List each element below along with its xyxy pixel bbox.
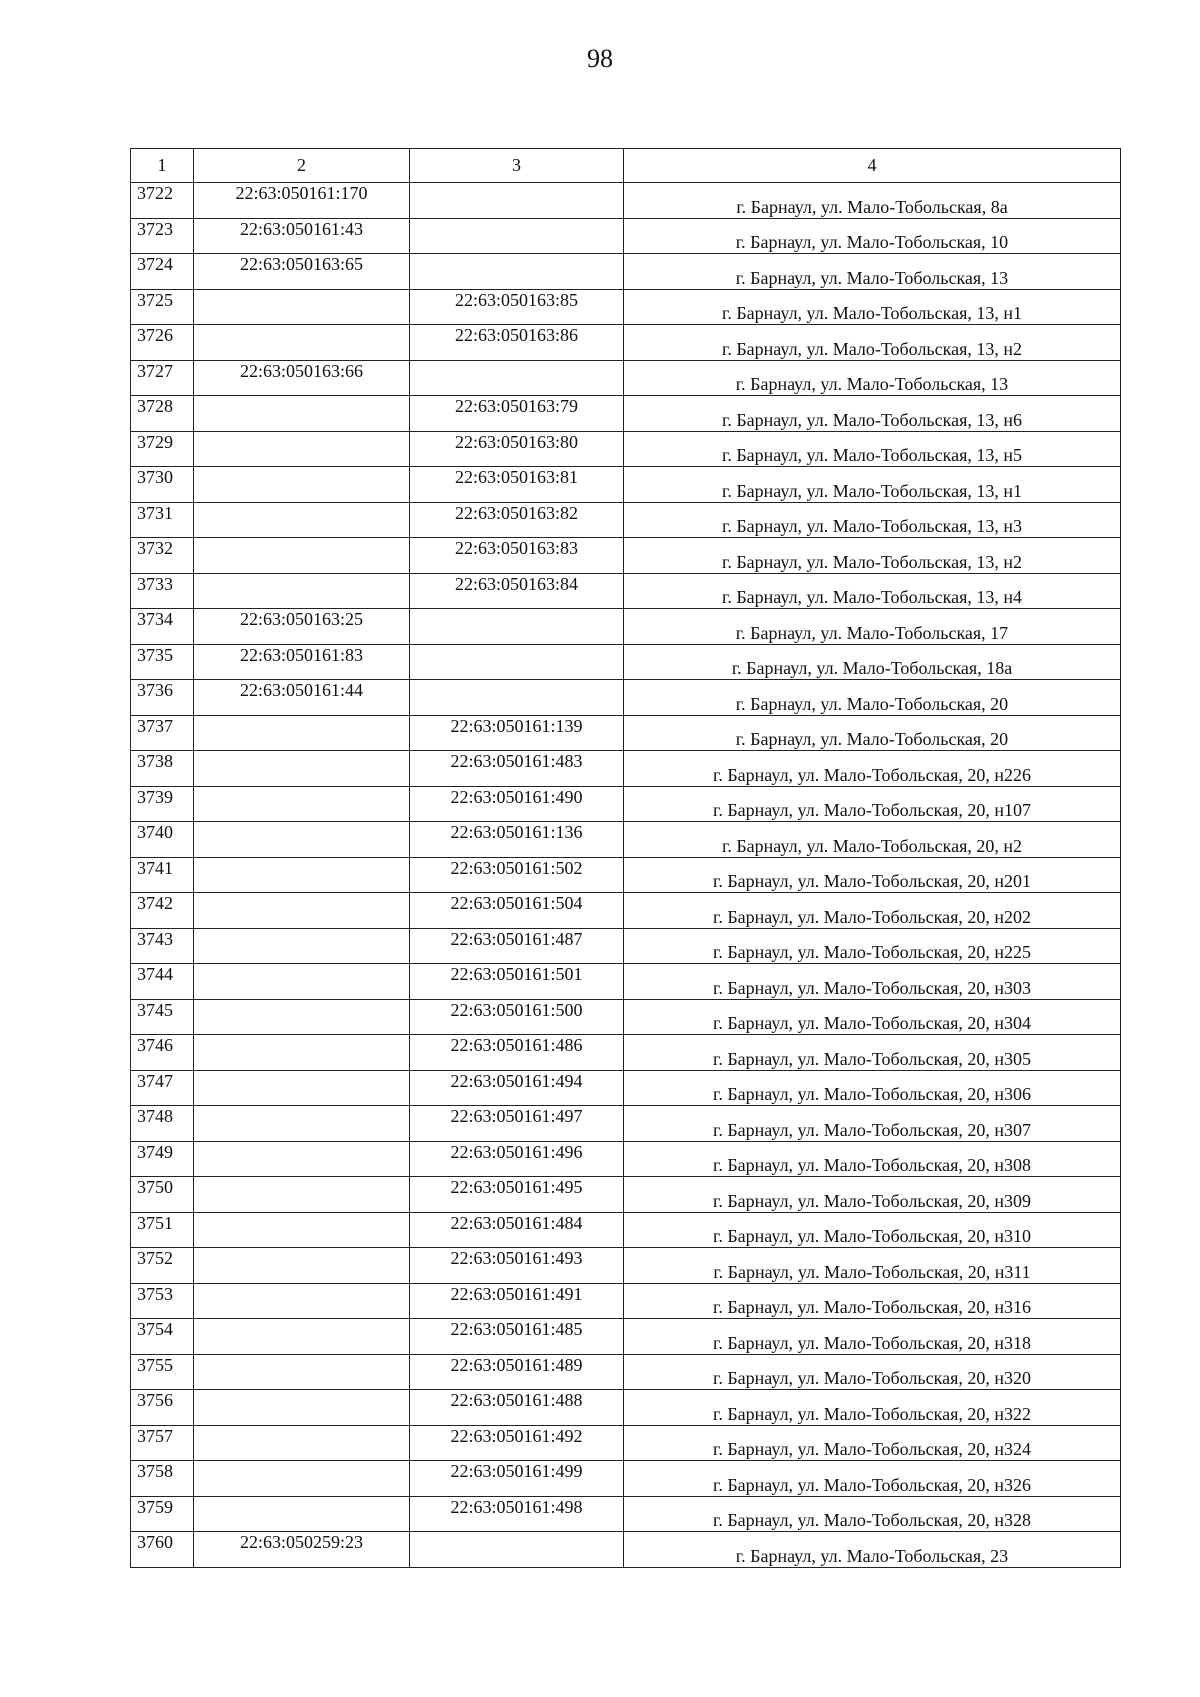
- cadastral-number-premises-cell: 22:63:050161:501: [410, 964, 624, 1000]
- table-row: [131, 1177, 1121, 1213]
- row-number-cell: 3743: [131, 928, 194, 964]
- header-row: [131, 149, 1121, 183]
- cadastral-number-premises-cell: 22:63:050161:498: [410, 1496, 624, 1532]
- cadastral-number-premises-cell: 22:63:050163:86: [410, 325, 624, 361]
- cadastral-number-premises-cell: 22:63:050161:488: [410, 1390, 624, 1426]
- table-row: [131, 893, 1121, 929]
- address-cell: г. Барнаул, ул. Мало-Тобольская, 20, н320: [624, 1354, 1121, 1390]
- row-number-cell: 3740: [131, 822, 194, 858]
- cadastral-number-premises-cell: 22:63:050163:80: [410, 431, 624, 467]
- cadastral-number-premises-cell: 22:63:050161:483: [410, 751, 624, 787]
- cadastral-number-premises-cell: 22:63:050161:491: [410, 1283, 624, 1319]
- address-cell: г. Барнаул, ул. Мало-Тобольская, 20: [624, 715, 1121, 751]
- address-cell: г. Барнаул, ул. Мало-Тобольская, 20, н326: [624, 1461, 1121, 1497]
- row-number-cell: 3735: [131, 644, 194, 680]
- cadastral-number-land-cell: [194, 1319, 410, 1355]
- cadastral-number-land-cell: [194, 964, 410, 1000]
- page-number: 98: [587, 44, 613, 73]
- address-cell: г. Барнаул, ул. Мало-Тобольская, 20, н308: [624, 1141, 1121, 1177]
- cadastral-number-premises-cell: 22:63:050163:85: [410, 289, 624, 325]
- cadastral-number-land-cell: [194, 431, 410, 467]
- address-cell: г. Барнаул, ул. Мало-Тобольская, 20, н324: [624, 1425, 1121, 1461]
- table-row: [131, 573, 1121, 609]
- row-number-cell: 3746: [131, 1035, 194, 1071]
- header-col-2: 2: [194, 149, 410, 183]
- cadastral-number-land-cell: [194, 822, 410, 858]
- cadastral-number-land-cell: [194, 893, 410, 929]
- cadastral-number-land-cell: [194, 1354, 410, 1390]
- cadastral-number-land-cell: [194, 538, 410, 574]
- cadastral-number-premises-cell: 22:63:050161:494: [410, 1070, 624, 1106]
- table-row: [131, 1496, 1121, 1532]
- cadastral-number-land-cell: [194, 715, 410, 751]
- address-cell: г. Барнаул, ул. Мало-Тобольская, 13: [624, 360, 1121, 396]
- row-number-cell: 3747: [131, 1070, 194, 1106]
- cadastral-number-premises-cell: 22:63:050161:496: [410, 1141, 624, 1177]
- cadastral-number-land-cell: 22:63:050161:44: [194, 680, 410, 716]
- cadastral-number-premises-cell: 22:63:050163:82: [410, 502, 624, 538]
- table-row: [131, 360, 1121, 396]
- cadastral-number-land-cell: [194, 325, 410, 361]
- row-number-cell: 3756: [131, 1390, 194, 1426]
- cadastral-number-premises-cell: 22:63:050161:485: [410, 1319, 624, 1355]
- address-cell: г. Барнаул, ул. Мало-Тобольская, 20, н318: [624, 1319, 1121, 1355]
- row-number-cell: 3731: [131, 502, 194, 538]
- row-number-cell: 3748: [131, 1106, 194, 1142]
- cadastral-number-premises-cell: 22:63:050161:490: [410, 786, 624, 822]
- cadastral-number-premises-cell: 22:63:050161:493: [410, 1248, 624, 1284]
- address-cell: г. Барнаул, ул. Мало-Тобольская, 20, н305: [624, 1035, 1121, 1071]
- row-number-cell: 3754: [131, 1319, 194, 1355]
- cadastral-number-land-cell: [194, 1425, 410, 1461]
- address-cell: г. Барнаул, ул. Мало-Тобольская, 13, н6: [624, 396, 1121, 432]
- row-number-cell: 3745: [131, 999, 194, 1035]
- cadastral-number-land-cell: [194, 502, 410, 538]
- row-number-cell: 3724: [131, 254, 194, 290]
- address-cell: г. Барнаул, ул. Мало-Тобольская, 23: [624, 1532, 1121, 1568]
- table-row: [131, 1248, 1121, 1284]
- cadastral-number-premises-cell: 22:63:050161:500: [410, 999, 624, 1035]
- address-cell: г. Барнаул, ул. Мало-Тобольская, 13, н2: [624, 325, 1121, 361]
- row-number-cell: 3736: [131, 680, 194, 716]
- address-cell: г. Барнаул, ул. Мало-Тобольская, 20, н226: [624, 751, 1121, 787]
- cadastral-number-land-cell: 22:63:050163:66: [194, 360, 410, 396]
- address-cell: г. Барнаул, ул. Мало-Тобольская, 13: [624, 254, 1121, 290]
- address-cell: г. Барнаул, ул. Мало-Тобольская, 13, н1: [624, 467, 1121, 503]
- cadastral-number-land-cell: [194, 1283, 410, 1319]
- cadastral-number-premises-cell: [410, 254, 624, 290]
- cadastral-number-premises-cell: 22:63:050163:83: [410, 538, 624, 574]
- cadastral-number-land-cell: [194, 396, 410, 432]
- table-row: [131, 999, 1121, 1035]
- table-row: [131, 502, 1121, 538]
- address-cell: г. Барнаул, ул. Мало-Тобольская, 20, н309: [624, 1177, 1121, 1213]
- row-number-cell: 3732: [131, 538, 194, 574]
- address-cell: г. Барнаул, ул. Мало-Тобольская, 20, н2: [624, 822, 1121, 858]
- table-row: [131, 822, 1121, 858]
- cadastral-number-premises-cell: [410, 360, 624, 396]
- row-number-cell: 3726: [131, 325, 194, 361]
- table-row: [131, 254, 1121, 290]
- cadastral-number-land-cell: [194, 573, 410, 609]
- row-number-cell: 3760: [131, 1532, 194, 1568]
- cadastral-number-land-cell: 22:63:050163:25: [194, 609, 410, 645]
- cadastral-number-land-cell: [194, 1496, 410, 1532]
- table-row: [131, 1212, 1121, 1248]
- table-row: [131, 1035, 1121, 1071]
- table-row: [131, 289, 1121, 325]
- address-cell: г. Барнаул, ул. Мало-Тобольская, 20, н107: [624, 786, 1121, 822]
- cadastral-number-land-cell: [194, 786, 410, 822]
- cadastral-number-premises-cell: [410, 644, 624, 680]
- cadastral-number-premises-cell: [410, 183, 624, 219]
- table-row: [131, 538, 1121, 574]
- row-number-cell: 3722: [131, 183, 194, 219]
- cadastral-number-land-cell: [194, 467, 410, 503]
- row-number-cell: 3728: [131, 396, 194, 432]
- row-number-cell: 3759: [131, 1496, 194, 1532]
- cadastral-number-land-cell: 22:63:050161:170: [194, 183, 410, 219]
- row-number-cell: 3751: [131, 1212, 194, 1248]
- address-cell: г. Барнаул, ул. Мало-Тобольская, 13, н1: [624, 289, 1121, 325]
- cadastral-number-land-cell: 22:63:050161:83: [194, 644, 410, 680]
- address-cell: г. Барнаул, ул. Мало-Тобольская, 20, н311: [624, 1248, 1121, 1284]
- table-row: [131, 1532, 1121, 1568]
- cadastral-number-premises-cell: 22:63:050163:84: [410, 573, 624, 609]
- table-row: [131, 1461, 1121, 1497]
- table-row: [131, 715, 1121, 751]
- header-col-4: 4: [624, 149, 1121, 183]
- row-number-cell: 3753: [131, 1283, 194, 1319]
- table-row: [131, 609, 1121, 645]
- table-body: [131, 183, 1121, 1568]
- address-cell: г. Барнаул, ул. Мало-Тобольская, 20, н310: [624, 1212, 1121, 1248]
- cadastral-number-land-cell: [194, 857, 410, 893]
- row-number-cell: 3733: [131, 573, 194, 609]
- table-row: [131, 644, 1121, 680]
- row-number-cell: 3744: [131, 964, 194, 1000]
- row-number-cell: 3723: [131, 218, 194, 254]
- cadastral-number-premises-cell: 22:63:050161:497: [410, 1106, 624, 1142]
- cadastral-number-premises-cell: 22:63:050161:484: [410, 1212, 624, 1248]
- cadastral-number-land-cell: [194, 1461, 410, 1497]
- table-row: [131, 751, 1121, 787]
- table-row: [131, 467, 1121, 503]
- cadastral-number-land-cell: [194, 1248, 410, 1284]
- address-cell: г. Барнаул, ул. Мало-Тобольская, 20, н201: [624, 857, 1121, 893]
- cadastral-number-land-cell: [194, 1070, 410, 1106]
- row-number-cell: 3739: [131, 786, 194, 822]
- address-cell: г. Барнаул, ул. Мало-Тобольская, 20, н322: [624, 1390, 1121, 1426]
- table-row: [131, 431, 1121, 467]
- cadastral-number-premises-cell: 22:63:050161:502: [410, 857, 624, 893]
- table-row: [131, 1106, 1121, 1142]
- cadastral-number-premises-cell: 22:63:050161:486: [410, 1035, 624, 1071]
- row-number-cell: 3750: [131, 1177, 194, 1213]
- address-cell: г. Барнаул, ул. Мало-Тобольская, 20, н202: [624, 893, 1121, 929]
- row-number-cell: 3730: [131, 467, 194, 503]
- table-row: [131, 928, 1121, 964]
- table-row: [131, 680, 1121, 716]
- table-row: [131, 396, 1121, 432]
- row-number-cell: 3729: [131, 431, 194, 467]
- table-row: [131, 1390, 1121, 1426]
- cadastral-number-premises-cell: 22:63:050163:79: [410, 396, 624, 432]
- cadastral-number-land-cell: [194, 1212, 410, 1248]
- address-cell: г. Барнаул, ул. Мало-Тобольская, 20, н328: [624, 1496, 1121, 1532]
- cadastral-number-land-cell: [194, 289, 410, 325]
- cadastral-number-land-cell: 22:63:050161:43: [194, 218, 410, 254]
- row-number-cell: 3734: [131, 609, 194, 645]
- table-row: [131, 1070, 1121, 1106]
- address-cell: г. Барнаул, ул. Мало-Тобольская, 18а: [624, 644, 1121, 680]
- cadastral-number-premises-cell: [410, 680, 624, 716]
- address-cell: г. Барнаул, ул. Мало-Тобольская, 13, н4: [624, 573, 1121, 609]
- row-number-cell: 3758: [131, 1461, 194, 1497]
- cadastral-number-land-cell: [194, 928, 410, 964]
- address-cell: г. Барнаул, ул. Мало-Тобольская, 20, н316: [624, 1283, 1121, 1319]
- cadastral-number-land-cell: [194, 1177, 410, 1213]
- header-col-1: 1: [131, 149, 194, 183]
- address-cell: г. Барнаул, ул. Мало-Тобольская, 8а: [624, 183, 1121, 219]
- table-header: [131, 149, 1121, 183]
- cadastral-number-land-cell: [194, 1106, 410, 1142]
- table-row: [131, 218, 1121, 254]
- table-row: [131, 1141, 1121, 1177]
- cadastral-number-premises-cell: 22:63:050161:139: [410, 715, 624, 751]
- registry-table: [130, 148, 1121, 1568]
- address-cell: г. Барнаул, ул. Мало-Тобольская, 10: [624, 218, 1121, 254]
- row-number-cell: 3725: [131, 289, 194, 325]
- row-number-cell: 3741: [131, 857, 194, 893]
- cadastral-number-land-cell: [194, 1035, 410, 1071]
- address-cell: г. Барнаул, ул. Мало-Тобольская, 13, н3: [624, 502, 1121, 538]
- table-row: [131, 786, 1121, 822]
- cadastral-number-premises-cell: 22:63:050161:487: [410, 928, 624, 964]
- row-number-cell: 3755: [131, 1354, 194, 1390]
- cadastral-number-land-cell: [194, 999, 410, 1035]
- row-number-cell: 3752: [131, 1248, 194, 1284]
- address-cell: г. Барнаул, ул. Мало-Тобольская, 17: [624, 609, 1121, 645]
- cadastral-number-premises-cell: 22:63:050161:489: [410, 1354, 624, 1390]
- cadastral-number-land-cell: 22:63:050163:65: [194, 254, 410, 290]
- table-row: [131, 857, 1121, 893]
- cadastral-number-premises-cell: 22:63:050161:136: [410, 822, 624, 858]
- cadastral-number-premises-cell: 22:63:050161:504: [410, 893, 624, 929]
- header-col-3: 3: [410, 149, 624, 183]
- address-cell: г. Барнаул, ул. Мало-Тобольская, 20, н303: [624, 964, 1121, 1000]
- row-number-cell: 3737: [131, 715, 194, 751]
- address-cell: г. Барнаул, ул. Мало-Тобольская, 20, н306: [624, 1070, 1121, 1106]
- row-number-cell: 3738: [131, 751, 194, 787]
- row-number-cell: 3727: [131, 360, 194, 396]
- address-cell: г. Барнаул, ул. Мало-Тобольская, 20, н304: [624, 999, 1121, 1035]
- cadastral-number-premises-cell: [410, 1532, 624, 1568]
- row-number-cell: 3749: [131, 1141, 194, 1177]
- table-row: [131, 1354, 1121, 1390]
- table-row: [131, 964, 1121, 1000]
- cadastral-number-land-cell: [194, 1141, 410, 1177]
- cadastral-number-premises-cell: [410, 609, 624, 645]
- address-cell: г. Барнаул, ул. Мало-Тобольская, 13, н5: [624, 431, 1121, 467]
- row-number-cell: 3742: [131, 893, 194, 929]
- cadastral-number-premises-cell: 22:63:050161:495: [410, 1177, 624, 1213]
- table-row: [131, 1283, 1121, 1319]
- cadastral-number-land-cell: 22:63:050259:23: [194, 1532, 410, 1568]
- cadastral-number-premises-cell: [410, 218, 624, 254]
- cadastral-number-premises-cell: 22:63:050161:492: [410, 1425, 624, 1461]
- address-cell: г. Барнаул, ул. Мало-Тобольская, 20, н225: [624, 928, 1121, 964]
- table-row: [131, 325, 1121, 361]
- address-cell: г. Барнаул, ул. Мало-Тобольская, 20, н307: [624, 1106, 1121, 1142]
- row-number-cell: 3757: [131, 1425, 194, 1461]
- cadastral-number-premises-cell: 22:63:050161:499: [410, 1461, 624, 1497]
- table-row: [131, 183, 1121, 219]
- table-row: [131, 1425, 1121, 1461]
- cadastral-number-land-cell: [194, 751, 410, 787]
- address-cell: г. Барнаул, ул. Мало-Тобольская, 13, н2: [624, 538, 1121, 574]
- cadastral-number-premises-cell: 22:63:050163:81: [410, 467, 624, 503]
- address-cell: г. Барнаул, ул. Мало-Тобольская, 20: [624, 680, 1121, 716]
- table-row: [131, 1319, 1121, 1355]
- cadastral-number-land-cell: [194, 1390, 410, 1426]
